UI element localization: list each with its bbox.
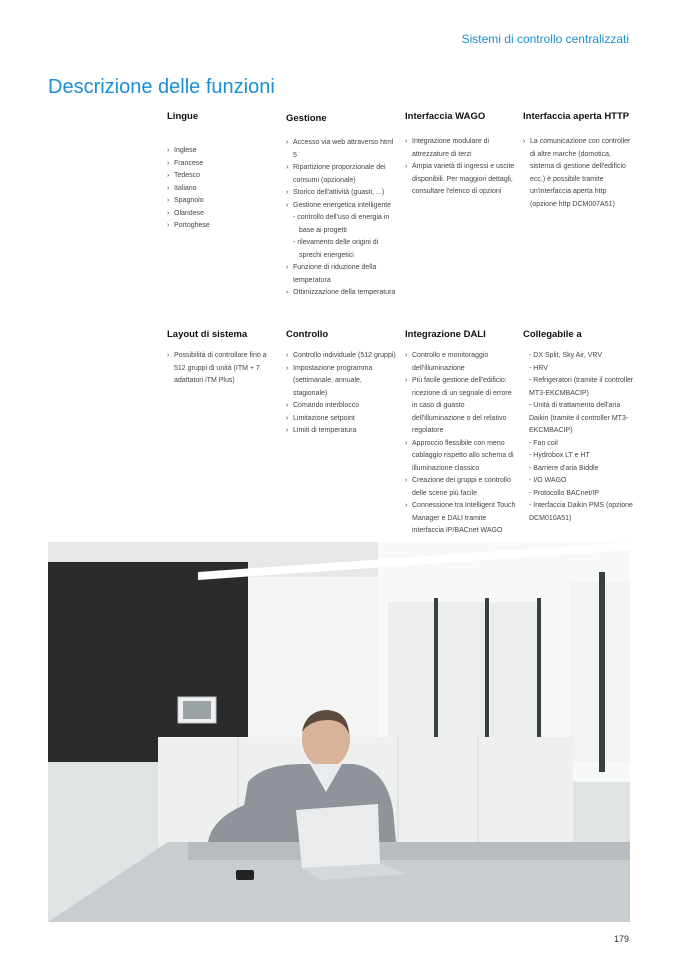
column-heading: Collegabile a bbox=[523, 329, 582, 340]
list-subitem: - Protocollo BACnet/IP bbox=[529, 489, 600, 497]
list-item: › Spagnolo bbox=[167, 195, 279, 208]
list-item: › Limiti di temperatura bbox=[286, 425, 398, 438]
column-gestione bbox=[286, 112, 398, 300]
list-item: › Controllo e monitoraggio dell'illuminazione bbox=[405, 350, 517, 375]
list-item: › Francese bbox=[167, 158, 279, 171]
list-item: › Connessione tra Intelligent Touch Manager e DALI tramite interfaccia IP/BACnet WAGO bbox=[405, 500, 517, 538]
column-heading: Integrazione DALI bbox=[405, 329, 486, 340]
list-item: › Creazione dei gruppi e controllo delle scene più facile bbox=[405, 475, 517, 500]
list-item: › Approccio flessibile con meno cablaggio rispetto allo schema di illuminazione classico bbox=[405, 438, 517, 476]
list-subitem: - Unità di trattamento dell'aria Daikin (tramite il controller MT3-EKCMBACIP) bbox=[529, 402, 629, 434]
list-subitem: - Interfaccia Daikin PMS (opzione DCM010A51) bbox=[529, 502, 633, 522]
list-subitem: - rilevamento delle origini di sprechi energetici bbox=[293, 239, 379, 259]
list-item: › Comando interblocco bbox=[286, 400, 398, 413]
column-heading: Interfaccia aperta HTTP bbox=[523, 111, 630, 122]
list-item: › Ottimizzazione della temperatura bbox=[286, 287, 398, 300]
section-header: Sistemi di controllo centralizzati bbox=[461, 32, 629, 46]
list-subitem: - Refrigeratori (tramite il controller MT3-EKCMBACIP) bbox=[529, 377, 634, 397]
list-item: › Ampia varietà di ingressi e uscite disponibili. Per maggiori dettagli, consultare l'elenco di opzioni bbox=[405, 161, 517, 199]
feature-list bbox=[523, 350, 635, 525]
list-item: › Inglese bbox=[167, 145, 279, 158]
list-subitem: - HRV bbox=[529, 364, 548, 372]
list-subitem: - DX Split, Sky Air, VRV bbox=[529, 352, 603, 359]
list-item: › Portoghese bbox=[167, 220, 279, 233]
feature-list bbox=[286, 350, 398, 438]
column-controllo bbox=[286, 328, 398, 438]
column-heading: Interfaccia WAGO bbox=[405, 111, 486, 122]
page-title: Descrizione delle funzioni bbox=[48, 76, 275, 98]
feature-list bbox=[286, 137, 398, 300]
column-heading: Gestione bbox=[286, 113, 327, 124]
list-item: › Impostazione programma (settimanale, annuale, stagionale) bbox=[286, 363, 398, 401]
list-subitem: - I/O WAGO bbox=[529, 477, 567, 484]
office-photo bbox=[48, 542, 630, 922]
list-item: › Storico dell'attività (guasti, ...) bbox=[286, 187, 398, 200]
column-interfaccia-wago bbox=[405, 110, 517, 199]
page-number: 179 bbox=[613, 934, 629, 944]
column-layout bbox=[167, 328, 279, 388]
list-item: › Controllo individuale (512 gruppi) bbox=[286, 350, 398, 363]
column-heading: Controllo bbox=[286, 329, 329, 340]
feature-list bbox=[167, 350, 279, 388]
feature-list bbox=[405, 350, 517, 538]
list-subitem: - Barriere d'aria Biddle bbox=[529, 464, 599, 472]
list-item: › Italiano bbox=[167, 183, 279, 196]
office-photo-illustration bbox=[48, 542, 630, 922]
list-item: › Possibilità di controllare fino a 512 gruppi di unità (ITM + 7 adattatori iTM Plus) bbox=[167, 350, 279, 388]
column-collegabile bbox=[523, 328, 635, 525]
list-subitem: - Fan coil bbox=[529, 439, 558, 447]
column-lingue bbox=[167, 110, 279, 233]
list-item: › Gestione energetica intelligente bbox=[286, 200, 398, 213]
list-item: › Accesso via web attraverso html 5 bbox=[286, 137, 398, 162]
list-item: › Più facile gestione dell'edificio: ricezione di un segnale di errore in caso di guasto dell'illuminazione o del relativo regolatore bbox=[405, 375, 517, 438]
list-item: › Integrazione modulare di attrezzature di terzi bbox=[405, 136, 517, 161]
feature-list bbox=[405, 136, 517, 199]
list-item: › La comunicazione con controller di altre marche (domotica, sistema di gestione dell'edificio ecc.) è possibile tramite un'interfaccia aperta http (opzione http DCM007A51) bbox=[523, 136, 635, 211]
column-dali bbox=[405, 328, 517, 538]
list-item: › Olandese bbox=[167, 208, 279, 221]
list-item: › Tedesco bbox=[167, 170, 279, 183]
list-item: › Funzione di riduzione della temperatura bbox=[286, 262, 398, 287]
list-subitem: - Hydrobox LT e HT bbox=[529, 452, 590, 459]
list-subitem: - controllo dell'uso di energia in base ai progetti bbox=[293, 214, 390, 234]
feature-list bbox=[523, 136, 635, 211]
column-heading: Layout di sistema bbox=[167, 329, 248, 340]
list-item: › Ripartizione proporzionale dei consumi (opzionale) bbox=[286, 162, 398, 187]
column-heading: Lingue bbox=[167, 111, 199, 122]
feature-list bbox=[167, 145, 279, 233]
column-interfaccia-http bbox=[523, 110, 635, 211]
list-item: › Limitazione setpoint bbox=[286, 413, 398, 426]
